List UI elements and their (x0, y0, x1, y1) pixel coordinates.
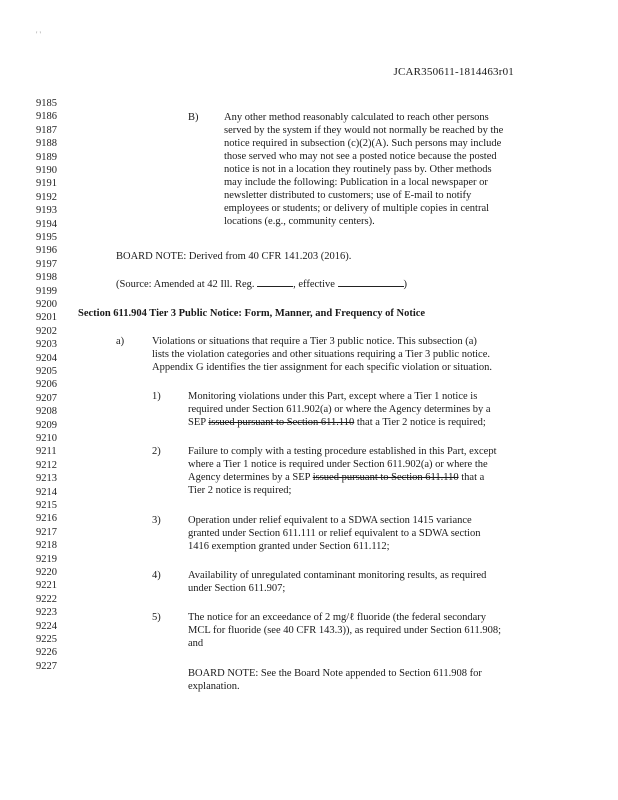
line-number: 9196 (36, 245, 57, 257)
item-b-line: newsletter distributed to customers; use of E-mail to notify (224, 190, 472, 201)
item-1-line: required under Section 611.902(a) or where the Agency determines by a (188, 404, 491, 415)
line-number: 9187 (36, 124, 57, 136)
item-5-line: The notice for an exceedance of 2 mg/ℓ fluoride (the federal secondary (188, 612, 487, 623)
item-b-line: notice required in subsection (c)(2)(A). Such persons may include (224, 138, 502, 149)
item-3-line: granted under Section 611.111 or relief equivalent to a SDWA section (188, 528, 481, 539)
item-a-line: lists the violation categories and other situations requiring a Tier 3 public notice. (152, 349, 490, 360)
item-b-line: those served who may not see a posted notice because the posted (224, 151, 497, 162)
line-number: 9194 (36, 218, 57, 230)
item-3-line: Operation under relief equivalent to a SDWA section 1415 variance (188, 515, 472, 526)
board-note: BOARD NOTE: See the Board Note appended to Section 611.908 for (188, 668, 482, 679)
item-1-text: SEP (188, 417, 209, 428)
line-number: 9212 (36, 459, 57, 471)
struck-text: issued pursuant to Section 611.110 (312, 472, 459, 483)
line-number: 9199 (36, 285, 57, 297)
item-5-line: and (188, 638, 204, 649)
item-a-line: Violations or situations that require a Tier 3 public notice. This subsection (a) (152, 336, 477, 347)
source-prefix: (Source: Amended at 42 Ill. Reg. (116, 279, 258, 290)
line-number: 9216 (36, 513, 57, 525)
line-number: 9218 (36, 540, 57, 552)
item-2-line: Tier 2 notice is required; (188, 485, 292, 496)
item-b-line: served by the system if they would not normally be reached by the (224, 125, 504, 136)
line-number: 9209 (36, 419, 57, 431)
register-page-blank (257, 277, 293, 287)
line-number: 9219 (36, 553, 57, 565)
section-heading: Section 611.904 Tier 3 Public Notice: Form, Manner, and Frequency of Notice (78, 308, 426, 319)
item-a-line: Appendix G identifies the tier assignment for each specific violation or situation. (152, 362, 492, 373)
item-b-line: employees or students; or delivery of multiple copies in central (224, 203, 490, 214)
line-number: 9185 (36, 98, 57, 109)
item-b-line: may include the following: Publication in a local newspaper or (224, 177, 488, 188)
item-2-line: Failure to comply with a testing procedure established in this Part, except (188, 446, 497, 457)
line-number: 9200 (36, 299, 57, 310)
item-a-label: a) (116, 336, 125, 347)
struck-text: issued pursuant to Section 611.110 (208, 417, 355, 428)
line-number: 9197 (36, 258, 57, 270)
source-note (116, 277, 407, 291)
line-number: 9204 (36, 352, 57, 364)
item-2-line: where a Tier 1 notice is required under Section 611.902(a) or where the (188, 459, 488, 470)
item-b-line: notice is not in a location they routinely pass by. Other methods (224, 164, 492, 175)
line-number: 9195 (36, 232, 57, 243)
item-1-text: that a Tier 2 notice is required; (354, 417, 486, 428)
line-number: 9207 (36, 392, 57, 404)
item-4-line: Availability of unregulated contaminant monitoring results, as required (188, 570, 487, 581)
line-number: 9203 (36, 339, 57, 351)
source-suffix: ) (403, 279, 408, 290)
board-note: explanation. (188, 681, 240, 692)
item-1-line (188, 416, 486, 429)
line-number: 9201 (36, 312, 57, 324)
line-number: 9208 (36, 406, 57, 418)
line-number: 9221 (36, 580, 57, 592)
line-number: 9191 (36, 178, 57, 190)
line-number: 9226 (36, 647, 57, 659)
line-number: 9224 (36, 620, 57, 632)
line-number: 9223 (36, 607, 57, 619)
line-number: 9213 (36, 473, 57, 485)
line-number: 9193 (36, 205, 57, 217)
item-4-label: 4) (152, 570, 161, 581)
item-3-label: 3) (152, 515, 161, 526)
line-number: 9186 (36, 111, 57, 123)
line-number: 9198 (36, 272, 57, 284)
item-2-text: that a (458, 472, 485, 483)
line-number: 9215 (36, 500, 57, 511)
line-number: 9217 (36, 526, 57, 538)
line-number: 9190 (36, 165, 57, 176)
line-number: 9192 (36, 191, 57, 203)
item-b-line: locations (e.g., community centers). (224, 216, 375, 227)
line-number: 9220 (36, 567, 57, 578)
item-5-line: MCL for fluoride (see 40 CFR 143.3)), as required under Section 611.908; (188, 625, 501, 636)
corner-marks: ' ' (36, 30, 41, 39)
effective-date-blank (338, 277, 404, 287)
line-number: 9211 (36, 446, 57, 458)
source-mid: , effective (293, 279, 338, 290)
board-note: BOARD NOTE: Derived from 40 CFR 141.203 (2016). (116, 251, 352, 262)
item-2-text: Agency determines by a SEP (188, 472, 313, 483)
line-number: 9214 (36, 486, 57, 498)
item-b-label: B) (188, 112, 199, 123)
line-number: 9210 (36, 433, 57, 444)
item-2-label: 2) (152, 446, 161, 457)
line-number: 9225 (36, 634, 57, 645)
line-number: 9222 (36, 593, 57, 605)
line-number: 9205 (36, 366, 57, 377)
document-id-header: JCAR350611-1814463r01 (393, 66, 514, 78)
item-b-line: Any other method reasonably calculated to reach other persons (224, 112, 489, 123)
line-number: 9189 (36, 151, 57, 163)
line-number: 9227 (36, 660, 57, 672)
item-5-label: 5) (152, 612, 161, 623)
item-2-line (188, 471, 484, 484)
line-number: 9206 (36, 379, 57, 391)
line-number: 9202 (36, 325, 57, 337)
item-4-line: under Section 611.907; (188, 583, 286, 594)
item-1-label: 1) (152, 391, 161, 402)
item-1-line: Monitoring violations under this Part, except where a Tier 1 notice is (188, 391, 478, 402)
item-3-line: 1416 exemption granted under Section 611.112; (188, 541, 390, 552)
line-number: 9188 (36, 138, 57, 150)
